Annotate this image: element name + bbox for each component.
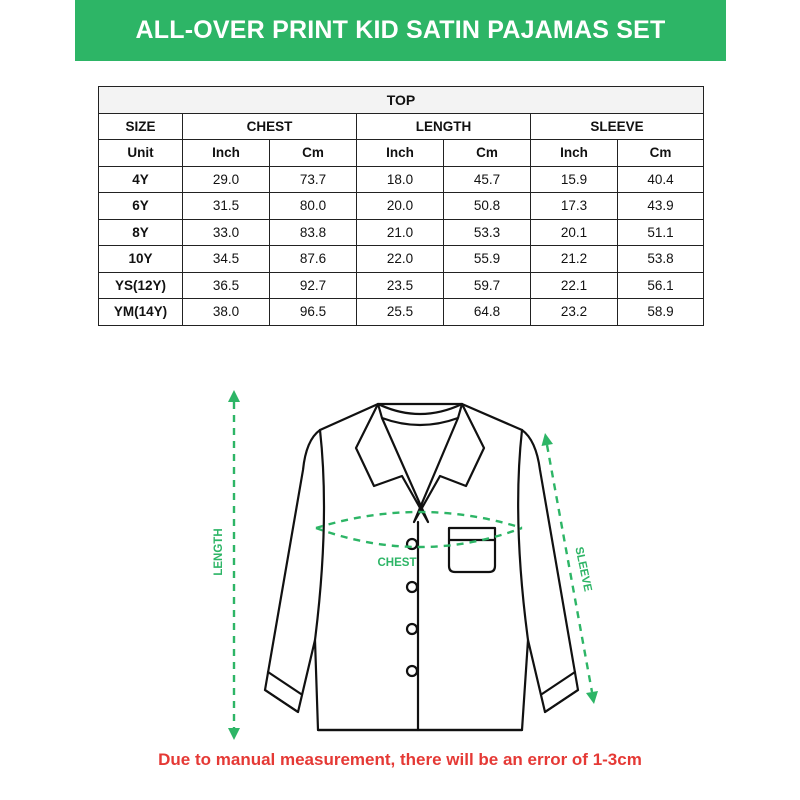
value-cell: 38.0 — [183, 299, 270, 326]
page-title: ALL-OVER PRINT KID SATIN PAJAMAS SET — [135, 16, 666, 44]
value-cell: 33.0 — [183, 219, 270, 246]
button-icon — [407, 582, 417, 592]
table-row — [99, 193, 704, 220]
sleeve-header: SLEEVE — [531, 113, 704, 140]
sleeve-label: SLEEVE — [572, 545, 594, 593]
size-cell: 6Y — [99, 193, 183, 220]
unit-cell: Inch — [531, 140, 618, 167]
size-cell: 8Y — [99, 219, 183, 246]
value-cell: 15.9 — [531, 166, 618, 193]
value-cell: 80.0 — [270, 193, 357, 220]
unit-cell: Inch — [357, 140, 444, 167]
size-cell: 4Y — [99, 166, 183, 193]
size-chart-table — [98, 86, 704, 326]
pajama-shirt-diagram — [0, 370, 800, 745]
value-cell: 23.5 — [357, 272, 444, 299]
value-cell: 17.3 — [531, 193, 618, 220]
table-section-title: TOP — [99, 87, 704, 114]
unit-cell: Inch — [183, 140, 270, 167]
value-cell: 20.1 — [531, 219, 618, 246]
unit-cell: Cm — [444, 140, 531, 167]
value-cell: 21.0 — [357, 219, 444, 246]
table-title-row — [99, 87, 704, 114]
value-cell: 43.9 — [618, 193, 704, 220]
value-cell: 87.6 — [270, 246, 357, 273]
value-cell: 73.7 — [270, 166, 357, 193]
value-cell: 53.3 — [444, 219, 531, 246]
size-header: SIZE — [99, 113, 183, 140]
value-cell: 31.5 — [183, 193, 270, 220]
table-row — [99, 246, 704, 273]
title-banner — [75, 0, 726, 61]
length-header: LENGTH — [357, 113, 531, 140]
value-cell: 36.5 — [183, 272, 270, 299]
arrow-down-icon — [228, 728, 240, 740]
arrow-up-icon — [228, 390, 240, 402]
value-cell: 29.0 — [183, 166, 270, 193]
button-icon — [407, 666, 417, 676]
length-measure-arrow — [228, 390, 240, 740]
value-cell: 56.1 — [618, 272, 704, 299]
value-cell: 18.0 — [357, 166, 444, 193]
value-cell: 55.9 — [444, 246, 531, 273]
table-row — [99, 272, 704, 299]
value-cell: 64.8 — [444, 299, 531, 326]
unit-header: Unit — [99, 140, 183, 167]
measurement-error-note: Due to manual measurement, there will be an error of 1-3cm — [158, 750, 642, 769]
arrow-up-icon — [542, 433, 554, 446]
value-cell: 34.5 — [183, 246, 270, 273]
value-cell: 53.8 — [618, 246, 704, 273]
value-cell: 22.0 — [357, 246, 444, 273]
unit-header-row — [99, 140, 704, 167]
chest-header: CHEST — [183, 113, 357, 140]
measurement-header-row — [99, 113, 704, 140]
size-cell: 10Y — [99, 246, 183, 273]
shirt-illustration — [265, 404, 578, 730]
length-label: LENGTH — [213, 528, 225, 576]
chest-label: CHEST — [377, 557, 417, 569]
value-cell: 96.5 — [270, 299, 357, 326]
value-cell: 58.9 — [618, 299, 704, 326]
value-cell: 22.1 — [531, 272, 618, 299]
value-cell: 23.2 — [531, 299, 618, 326]
value-cell: 92.7 — [270, 272, 357, 299]
value-cell: 59.7 — [444, 272, 531, 299]
size-cell: YS(12Y) — [99, 272, 183, 299]
value-cell: 40.4 — [618, 166, 704, 193]
value-cell: 45.7 — [444, 166, 531, 193]
table-row — [99, 166, 704, 193]
button-icon — [407, 624, 417, 634]
value-cell: 83.8 — [270, 219, 357, 246]
unit-cell: Cm — [618, 140, 704, 167]
value-cell: 21.2 — [531, 246, 618, 273]
size-cell: YM(14Y) — [99, 299, 183, 326]
unit-cell: Cm — [270, 140, 357, 167]
arrow-down-icon — [586, 691, 598, 704]
table-row — [99, 299, 704, 326]
table-row — [99, 219, 704, 246]
value-cell: 50.8 — [444, 193, 531, 220]
value-cell: 25.5 — [357, 299, 444, 326]
value-cell: 20.0 — [357, 193, 444, 220]
value-cell: 51.1 — [618, 219, 704, 246]
